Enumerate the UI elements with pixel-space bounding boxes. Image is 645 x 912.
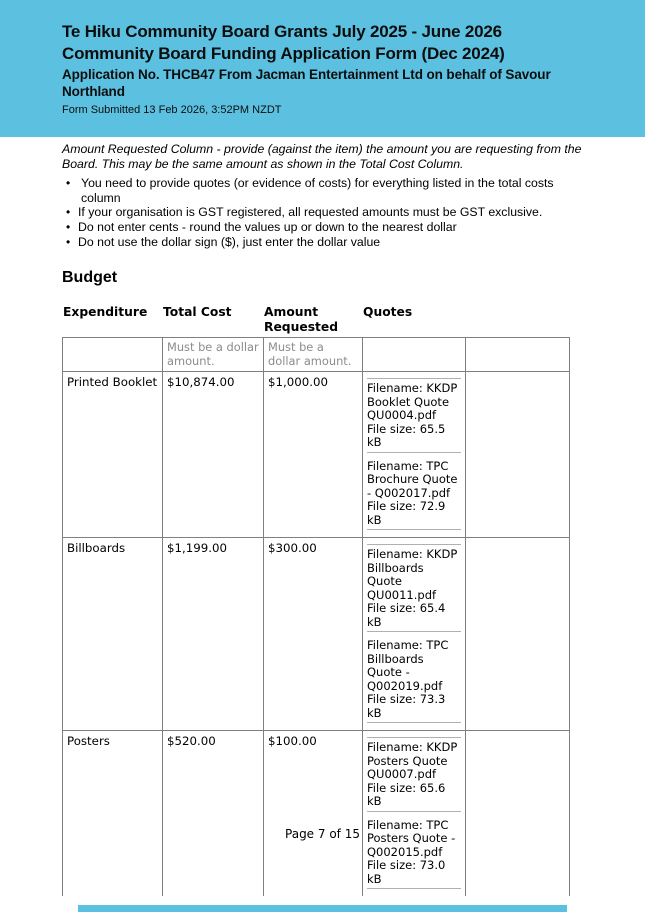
total-cost-cell: $520.00 (163, 731, 264, 897)
bullet-no-cents: • Do not enter cents - round the values up or down to the nearest dollar (62, 220, 584, 235)
bullet-quotes-required: • You need to provide quotes (or evidence of costs) for everything listed in the total costs column (62, 176, 584, 205)
column-header-expenditure: Expenditure (63, 305, 148, 320)
attachment-filename: Filename: KKDP Posters Quote QU0007.pdf (367, 740, 458, 782)
expenditure-cell: Billboards (63, 538, 163, 731)
amount-requested-cell: $100.00 (264, 731, 363, 897)
bullet-gst-exclusive: • If your organisation is GST registered, all requested amounts must be GST exclusive. (62, 205, 584, 220)
attachment-filesize: File size: 65.5 kB (367, 421, 446, 450)
expenditure-cell: Printed Booklet (63, 372, 163, 538)
column-header-amount-requested: Amount Requested (264, 305, 339, 334)
next-page-header-strip (78, 905, 567, 912)
table-row-billboards (63, 538, 570, 731)
attachment-filesize: File size: 65.6 kB (367, 780, 446, 809)
quotes-cell (363, 731, 466, 897)
total-cost-cell: $1,199.00 (163, 538, 264, 731)
attachment-filesize: File size: 72.9 kB (367, 499, 446, 527)
attachment-filename: Filename: TPC Brochure Quote - Q002017.pdf (367, 458, 458, 500)
column-header-total-cost: Total Cost (163, 305, 232, 320)
table-row-posters (63, 731, 570, 897)
attachment-filename: Filename: TPC Posters Quote - Q002015.pdf (367, 817, 456, 859)
amount-requested-cell: $300.00 (264, 538, 363, 731)
amount-requested-instructions: Amount Requested Column - provide (against the item) the amount you are requesting from the Board. This may be the same amount as shown in the Total Cost Column. (62, 142, 582, 171)
budget-table (62, 337, 570, 896)
attachment-filename: Filename: TPC Billboards Quote - Q002019.pdf (367, 638, 449, 693)
hint-amount-requested: Must be a dollar amount. (264, 338, 363, 372)
form-title-line1: Te Hiku Community Board Grants July 2025 - June 2026 (62, 22, 502, 41)
budget-table-header-row (62, 305, 584, 334)
empty-cell (466, 731, 570, 897)
instruction-bullet-list (62, 176, 584, 249)
attachment-filesize: File size: 73.0 kB (367, 858, 446, 886)
application-number-line: Application No. THCB47 From Jacman Entertainment Ltd on behalf of Savour Northland (62, 67, 551, 99)
quotes-cell (363, 538, 466, 731)
form-submitted-timestamp: Form Submitted 13 Feb 2026, 3:52PM NZDT (62, 104, 282, 116)
form-title (62, 21, 587, 64)
table-hint-row (63, 338, 570, 372)
table-row-printed-booklet (63, 372, 570, 538)
bullet-no-dollar-sign: • Do not use the dollar sign ($), just enter the dollar value (62, 235, 584, 250)
page-number-indicator: Page 7 of 15 (285, 827, 360, 841)
attachment-filename: Filename: KKDP Billboards Quote QU0011.pdf (367, 547, 458, 602)
total-cost-cell: $10,874.00 (163, 372, 264, 538)
attachment-filesize: File size: 65.4 kB (367, 601, 446, 629)
quote-attachment (367, 544, 461, 632)
form-title-line2: Community Board Funding Application Form (Dec 2024) (62, 43, 505, 63)
hint-total-cost: Must be a dollar amount. (163, 338, 264, 372)
hint-cell-empty (363, 338, 466, 372)
attachment-filesize: File size: 73.3 kB (367, 692, 446, 720)
page-body (62, 137, 584, 896)
amount-requested-cell: $1,000.00 (264, 372, 363, 538)
hint-cell-empty (63, 338, 163, 372)
quote-attachment (367, 636, 461, 723)
budget-section-heading: Budget (62, 269, 118, 287)
empty-cell (466, 538, 570, 731)
quote-attachment (367, 737, 461, 812)
attachment-filename: Filename: KKDP Booklet Quote QU0004.pdf (367, 381, 458, 423)
column-header-quotes: Quotes (363, 305, 413, 320)
quotes-cell (363, 372, 466, 538)
expenditure-cell: Posters (63, 731, 163, 897)
empty-cell (466, 372, 570, 538)
form-header-band (0, 0, 645, 137)
hint-cell-empty (466, 338, 570, 372)
quote-attachment (367, 457, 461, 531)
quote-attachment (367, 378, 461, 453)
